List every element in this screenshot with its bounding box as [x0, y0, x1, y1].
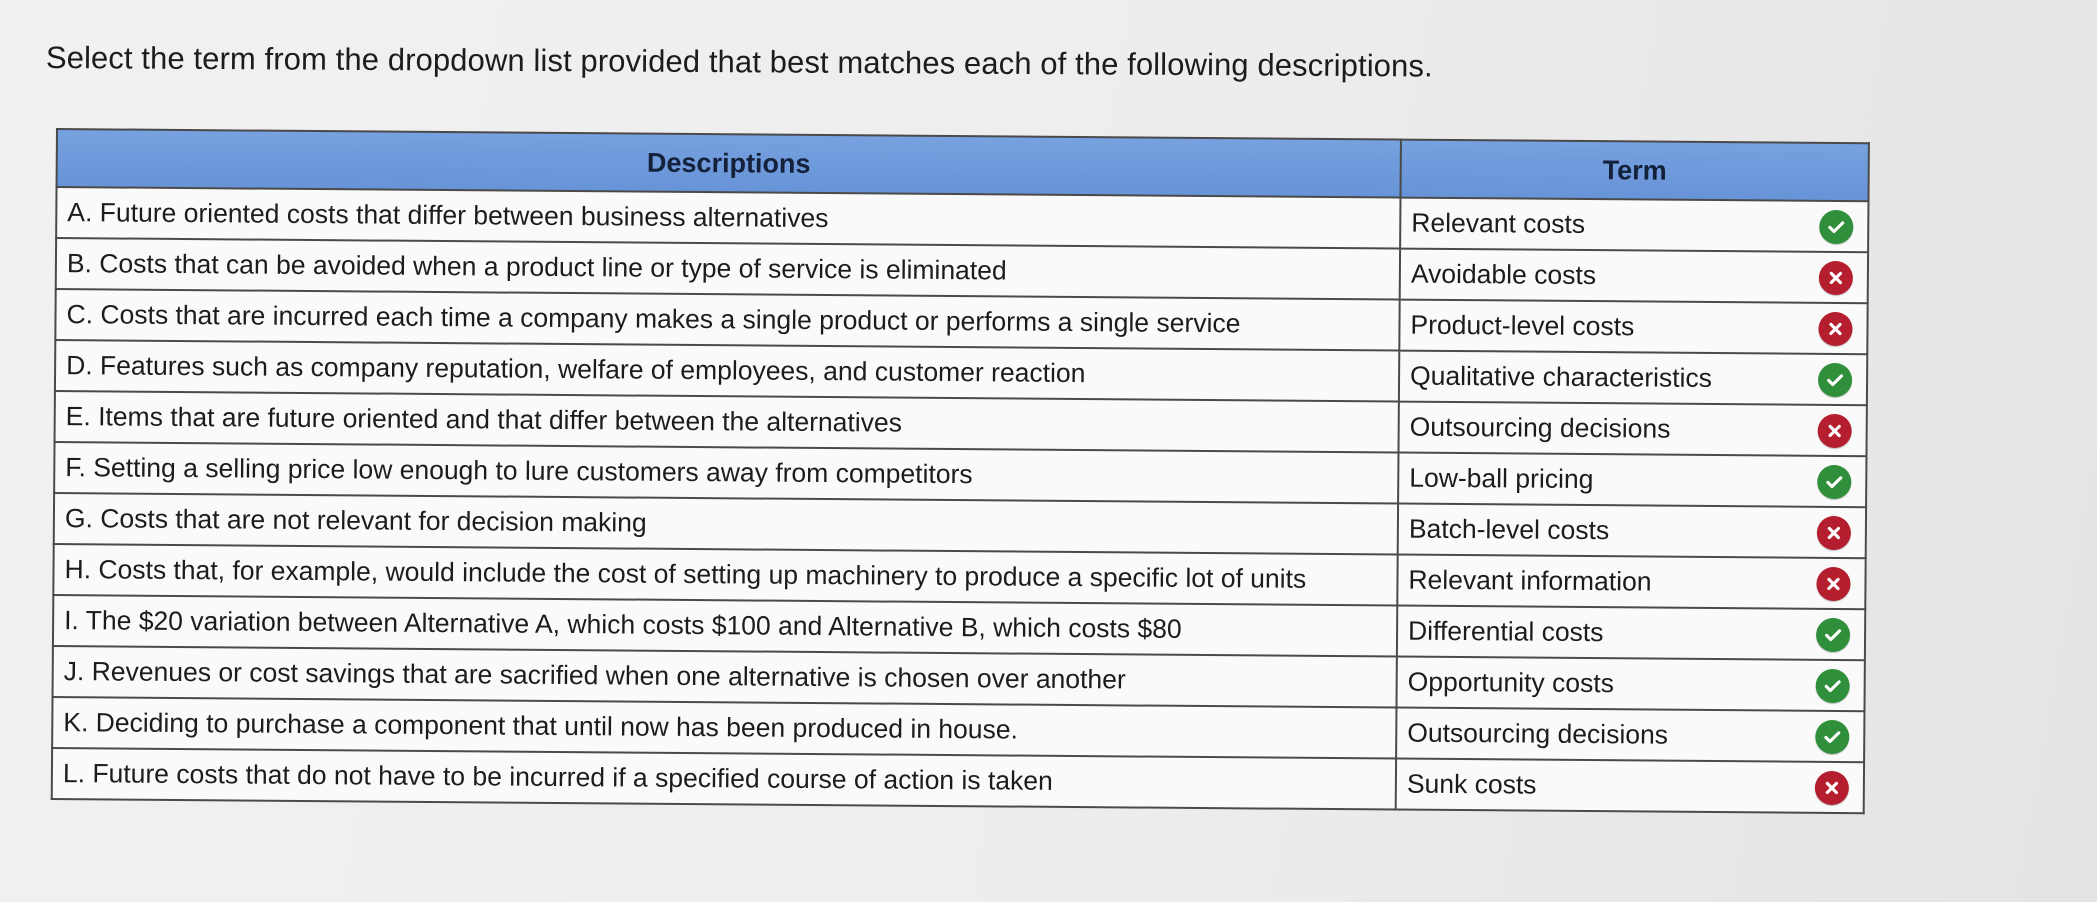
- x-circle-icon: [1818, 413, 1852, 447]
- x-circle-icon: [1816, 566, 1850, 600]
- x-circle-icon: [1818, 311, 1852, 345]
- term-dropdown[interactable]: [1398, 453, 1866, 508]
- term-dropdown[interactable]: [1396, 759, 1864, 814]
- check-circle-icon: [1819, 209, 1853, 243]
- description-cell: F. Setting a selling price low enough to lure customers away from competitors: [54, 442, 1398, 504]
- instructions-text: Select the term from the dropdown list provided that best matches each of the following descriptions.: [45, 40, 1433, 84]
- x-circle-icon: [1819, 260, 1853, 294]
- term-dropdown[interactable]: [1400, 198, 1868, 253]
- check-circle-icon: [1818, 362, 1852, 396]
- description-cell: J. Revenues or cost savings that are sacrified when one alternative is chosen over another: [53, 646, 1397, 708]
- description-cell: H. Costs that, for example, would include the cost of setting up machinery to produce a specific lot of units: [53, 544, 1397, 606]
- check-circle-icon: [1816, 617, 1850, 651]
- term-dropdown[interactable]: [1396, 708, 1864, 763]
- check-circle-icon: [1815, 719, 1849, 753]
- descriptions-header: Descriptions: [57, 129, 1401, 198]
- term-dropdown[interactable]: [1398, 402, 1866, 457]
- table-body: [52, 187, 1869, 813]
- term-selected-value: Relevant information: [1408, 564, 1652, 597]
- term-selected-value: Sunk costs: [1406, 768, 1537, 800]
- term-selected-value: Relevant costs: [1411, 207, 1586, 240]
- term-selected-value: Outsourcing decisions: [1407, 717, 1669, 750]
- term-dropdown[interactable]: [1399, 351, 1867, 406]
- description-cell: A. Future oriented costs that differ between business alternatives: [56, 187, 1400, 249]
- check-circle-icon: [1816, 668, 1850, 702]
- check-circle-icon: [1817, 464, 1851, 498]
- term-dropdown[interactable]: [1397, 606, 1865, 661]
- x-circle-icon: [1817, 515, 1851, 549]
- description-cell: K. Deciding to purchase a component that until now has been produced in house.: [52, 697, 1396, 759]
- description-cell: G. Costs that are not relevant for decision making: [54, 493, 1398, 555]
- term-selected-value: Opportunity costs: [1407, 666, 1615, 699]
- term-selected-value: Product-level costs: [1410, 309, 1635, 342]
- description-cell: D. Features such as company reputation, welfare of employees, and customer reaction: [55, 340, 1399, 402]
- term-selected-value: Outsourcing decisions: [1409, 411, 1671, 444]
- description-cell: C. Costs that are incurred each time a company makes a single product or performs a single service: [55, 289, 1399, 351]
- term-selected-value: Avoidable costs: [1410, 258, 1597, 291]
- x-circle-icon: [1815, 770, 1849, 804]
- term-dropdown[interactable]: [1399, 300, 1867, 355]
- description-cell: L. Future costs that do not have to be incurred if a specified course of action is taken: [52, 748, 1396, 810]
- term-selected-value: Differential costs: [1407, 615, 1604, 648]
- term-selected-value: Batch-level costs: [1408, 513, 1610, 546]
- term-dropdown[interactable]: [1400, 249, 1868, 304]
- matching-table-container: [51, 128, 1868, 814]
- term-selected-value: Qualitative characteristics: [1409, 360, 1713, 394]
- term-dropdown[interactable]: [1398, 504, 1866, 559]
- matching-table: [51, 128, 1870, 814]
- term-header: Term: [1400, 140, 1868, 202]
- term-dropdown[interactable]: [1397, 555, 1865, 610]
- description-cell: B. Costs that can be avoided when a product line or type of service is eliminated: [56, 238, 1400, 300]
- term-dropdown[interactable]: [1396, 657, 1864, 712]
- description-cell: E. Items that are future oriented and that differ between the alternatives: [55, 391, 1399, 453]
- term-selected-value: Low-ball pricing: [1409, 462, 1594, 495]
- description-cell: I. The $20 variation between Alternative A, which costs $100 and Alternative B, which costs $80: [53, 595, 1397, 657]
